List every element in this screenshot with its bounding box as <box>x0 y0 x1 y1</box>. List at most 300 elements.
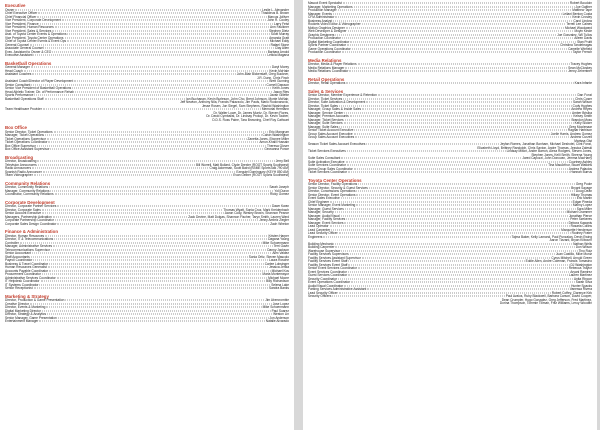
staff-name: Tracey Hughes <box>570 62 592 66</box>
staff-row <box>308 51 592 55</box>
staff-name: Cody Hughes <box>572 103 592 108</box>
staff-name: Amber Brisiba <box>571 110 592 115</box>
dot-leader <box>45 235 267 236</box>
staff-title: Entertainment Manager <box>5 319 39 323</box>
dot-leader <box>358 184 575 185</box>
dot-leader <box>53 216 187 217</box>
staff-title: Vice President, Toyota Center Operations <box>5 35 64 40</box>
staff-title: Graphic Designers <box>308 32 335 37</box>
staff-title: Assistant Coaches <box>5 72 32 76</box>
staff-name: Leslie L. Alexander <box>262 7 289 12</box>
staff-name: Joe Gaither <box>575 4 592 9</box>
staff-name: Stan Pruitt <box>577 39 592 44</box>
dot-leader <box>346 219 569 220</box>
dot-leader <box>57 223 269 224</box>
staff-title: Creative Director <box>5 301 29 306</box>
staff-title: Senior Consultant <box>5 82 31 87</box>
dot-leader <box>32 168 208 169</box>
staff-title: Team Healthcare Provider <box>5 107 42 111</box>
staff-name: Hunter Spacks <box>571 283 592 288</box>
staff-name: Ian Buchanan, Kevin Burleson, John Cho, Brent Johnson, Monte McNair, <box>186 96 289 101</box>
dot-leader <box>378 95 577 96</box>
staff-name: Craig Ackerman, Scott Baird (KBME SportsTalk 790 AM) <box>209 166 289 170</box>
staff-title: Box Office Supervisor <box>5 143 36 148</box>
staff-title: Head Coach <box>5 68 23 73</box>
staff-title: Vice President, Human Resources <box>5 25 54 29</box>
dot-leader <box>47 138 247 139</box>
staff-title: Suite Activation Executive <box>308 159 345 164</box>
dot-leader <box>31 67 271 68</box>
staff-title: Senior Account Executive <box>5 211 42 215</box>
staff-title: Season Ticket Sales Account Executives <box>308 142 366 146</box>
staff-name: Don Wilson <box>575 245 592 249</box>
dot-leader <box>49 270 271 271</box>
staff-name: Theresa Glover <box>267 143 289 148</box>
staff-name: Michael Woodward <box>564 25 592 30</box>
staff-title: Director, Retail Operations <box>308 81 346 85</box>
dot-leader <box>349 71 567 72</box>
dot-leader <box>348 271 569 272</box>
staff-title: Manager, Event Services <box>308 220 344 225</box>
staff-name: Bill Worrell, Matt Bullard, Clyde Drexler (ROOT Sports Southwest) <box>195 162 289 167</box>
section-heading-broadcasting: Broadcasting <box>5 154 34 160</box>
staff-title: Arena Group Sales Coordinator <box>308 166 353 171</box>
staff-name: Michael Kos <box>271 268 289 273</box>
staff-name: Mike Schoenmann <box>262 240 289 245</box>
staff-title: Director, Community Relations <box>5 185 49 189</box>
staff-title: Basketball Operations Staff <box>5 96 44 101</box>
staff-title: Senior Director, Security & Guest Services <box>308 185 368 190</box>
staff-title: Director, Corporate Sales <box>5 207 41 212</box>
staff-title: Ticket Services Executives <box>308 149 346 153</box>
staff-title: Rockets Video Editor & Videographer <box>308 22 361 26</box>
section-heading-box-office: Box Office <box>5 125 27 130</box>
dot-leader <box>39 321 264 322</box>
staff-title: Director, Events & Marketing <box>5 305 46 309</box>
staff-name: Kelsey Smith <box>573 114 592 118</box>
staff-name: Dawn Kwan <box>271 204 289 208</box>
staff-name: Peter Szekeres <box>570 217 592 221</box>
staff-name: Camelle Winfield <box>568 46 592 51</box>
staff-name: Bryant Savage <box>571 185 592 190</box>
staff-title: Audio/Visual Coordinator <box>308 283 344 288</box>
staff-name: Dr. David Cymbalist, Dr. Lindsay Prokop, Dr. Kevin Tauber, <box>206 114 289 118</box>
staff-title: Manager, Facility Services <box>308 217 346 221</box>
dot-leader <box>31 84 265 85</box>
staff-title: Guest Services Coordinator <box>308 273 348 277</box>
staff-title: Chief Engineer <box>308 199 330 204</box>
dot-leader <box>362 257 551 258</box>
dot-leader <box>354 6 575 7</box>
dot-leader <box>347 151 506 152</box>
staff-title: Director, IT & Telecommunications <box>5 237 54 241</box>
staff-title: Payroll Coordinator <box>5 258 33 262</box>
staff-name: Ezequiel Dominguez (KEYH 850 AM) <box>236 169 289 174</box>
staff-title: Facility Services Assistant Supervisor <box>308 255 361 260</box>
dot-leader <box>346 83 573 84</box>
staff-title: Procurement Coordinator <box>5 272 41 276</box>
directory-page-left <box>0 0 294 430</box>
staff-title: Exec. Assistant to Owner & CEO <box>5 49 52 54</box>
dot-leader <box>323 236 510 237</box>
staff-title: Director, Strategy & Analytics <box>5 312 47 316</box>
staff-row <box>5 223 289 227</box>
dot-leader <box>74 81 268 82</box>
dot-leader <box>42 213 224 214</box>
staff-title: Head Athletic Trainer, Dir. of Performance Rehab <box>5 89 74 94</box>
staff-name: Weston Lin <box>273 312 289 316</box>
staff-title: Television Announcers <box>5 162 37 167</box>
dot-leader <box>348 172 570 173</box>
dot-leader <box>335 17 571 18</box>
staff-title: Vice President, Corporate Development <box>5 18 62 22</box>
dot-leader <box>350 116 573 117</box>
staff-title: Facility Services Supervisors <box>308 252 349 256</box>
dot-leader <box>344 222 567 223</box>
staff-title: Building Carpenter <box>308 245 335 249</box>
staff-name: Doug Dean <box>575 189 592 193</box>
staff-name: Zanetta Jones, Ebonee Miller <box>247 136 289 141</box>
dot-leader <box>55 194 270 195</box>
staff-row <box>5 54 289 58</box>
staff-title: Event Operations Coordinator <box>308 280 351 284</box>
staff-name: Jenny Ambriz Ziegler <box>259 218 289 222</box>
staff-title: Parking Services Administrative Assistant <box>308 287 367 291</box>
dot-leader <box>345 208 576 209</box>
dot-leader <box>332 296 504 297</box>
dot-leader <box>367 289 568 290</box>
staff-title: Lead Security Officer <box>308 231 338 235</box>
staff-title: Director, Ticket Services <box>308 96 343 101</box>
staff-title: Director, Production & Game Presentation <box>5 298 65 302</box>
staff-title: Building Mechanic <box>308 241 334 246</box>
staff-name: Sara Miller <box>576 206 592 211</box>
staff-name: Anita Rincon <box>573 276 592 281</box>
staff-name: Jessica Jenka <box>268 265 289 269</box>
staff-name: Sarah Joseph <box>269 185 289 189</box>
staff-title: Director, Concessions Operations <box>308 189 356 193</box>
staff-row <box>308 82 592 86</box>
staff-name: Daryl Morey <box>271 65 289 69</box>
dot-leader <box>333 13 562 14</box>
staff-name: Maria Montemayor <box>262 272 289 276</box>
staff-row <box>5 193 289 197</box>
dot-leader <box>366 144 499 145</box>
dot-leader <box>50 149 263 150</box>
section-heading-corporate-development: Corporate Development <box>5 199 55 205</box>
staff-name: Terrell Lee Caines <box>566 22 592 26</box>
staff-name: Jesse Rosen, Jon Siegel, Sam Stephens, Rashid Washington <box>201 103 289 108</box>
dot-leader <box>341 215 568 216</box>
staff-name: Amanda Gratt <box>269 35 289 40</box>
staff-title: Ticket Services Coordinator <box>308 170 348 174</box>
staff-name: Elizabeth Lloyd, Brittney Randolph, Chris Saxton, Andre Thomas, Jessica Zaleski <box>477 145 592 150</box>
staff-title: Executive Assistant <box>5 53 33 57</box>
staff-name: Rafael Stone <box>270 42 289 47</box>
dot-leader <box>42 209 223 210</box>
staff-name: Sonia Ortiz, Steven Mascolo <box>248 254 289 259</box>
staff-title: Director, Suite Activation & Development <box>308 100 366 104</box>
section-heading-sales-services: Sales & Services <box>308 88 344 94</box>
dot-leader <box>358 268 568 269</box>
dot-leader <box>330 226 570 227</box>
staff-title: Digital Marketing Director <box>5 308 41 313</box>
staff-title: Senior Manager, Event Marketing <box>308 203 356 207</box>
staff-name: Kristen Harper <box>268 233 289 238</box>
staff-title: Senior Ticket Account Executive <box>308 128 354 132</box>
staff-name: Memorial Hermann <box>261 107 289 111</box>
dot-leader <box>45 98 185 99</box>
dot-leader <box>49 187 268 188</box>
staff-name: Thomas Wyatt, Sonia Cruz, Mark Kreidenbach <box>223 207 289 212</box>
dot-leader <box>41 281 266 282</box>
dot-leader <box>343 98 574 99</box>
staff-name: Sarah Wilson <box>573 100 592 104</box>
staff-name: Jonathan Pierce <box>568 213 592 218</box>
staff-name: Cyrus Mitchell, Arnold Green <box>551 255 592 260</box>
dot-leader <box>24 70 269 71</box>
dot-leader <box>339 126 568 127</box>
staff-name: Juan Castillo, Mike Muniz <box>555 252 592 256</box>
staff-title: Suite Services Coordinator <box>308 163 346 167</box>
section-heading-community-relations: Community Relations <box>5 180 51 186</box>
staff-title: Telecommunications Supervisor <box>5 247 50 252</box>
staff-title: Warehouse Supervisor <box>308 248 341 253</box>
staff-name: Zack Devine, Matt Dolgas, Shannon Fischer, Taryn Smith, Lauren Ward <box>188 214 289 219</box>
dot-leader <box>49 263 264 264</box>
dot-leader <box>54 239 267 240</box>
staff-title: Spanish Radio Announcer <box>5 169 42 174</box>
dot-leader <box>75 91 272 92</box>
staff-name: Ann Faulkner <box>270 25 289 29</box>
staff-name: Laura Rosche <box>269 258 289 262</box>
dot-leader <box>32 253 272 254</box>
dot-leader <box>347 45 559 46</box>
staff-title: Manager, Ticket Operations <box>5 133 44 137</box>
dot-leader <box>65 300 264 301</box>
staff-title: Production Coordinator <box>308 50 341 54</box>
staff-name: Greg Poole <box>575 182 592 186</box>
dot-leader <box>65 37 269 38</box>
staff-name: John R. Cooley <box>267 18 289 22</box>
dot-leader <box>57 206 271 207</box>
section-heading-toyota-center-operations: Toyota Center Operations <box>308 177 362 183</box>
staff-title: Director, Human Resources <box>5 233 45 238</box>
staff-title: Accounts Payable Coordinator <box>5 268 49 273</box>
dot-leader <box>45 135 262 136</box>
staff-name: Moyin Kinde <box>574 29 592 33</box>
staff-title: Chief Financial Officer <box>5 14 37 19</box>
staff-title: Senior Director, Facility Operations <box>308 182 358 186</box>
dot-leader <box>33 260 268 261</box>
staff-title: Senior Vice President of Basketball Operations <box>5 86 72 90</box>
staff-row <box>5 287 289 291</box>
staff-name: Marquette Henderson <box>561 227 592 232</box>
staff-row <box>308 171 592 175</box>
dot-leader <box>351 282 575 283</box>
section-heading-finance-administration: Finance & Administration <box>5 229 59 234</box>
staff-title: Staff Accountants <box>5 254 30 259</box>
staff-title: Associate General Counsel <box>5 46 44 50</box>
staff-title: Assistant Coach/Director of Player Development <box>5 79 74 83</box>
staff-name: Thaddeus B. Brown <box>261 11 289 15</box>
staff-name: Danny Jackson <box>267 247 289 252</box>
staff-name: Jim Abercrombie <box>265 298 289 302</box>
staff-name: Dr. Walter Lowe, Dr. James Muntz, Dr. Steven Flores, <box>213 110 289 115</box>
staff-title: General Manager <box>5 65 30 69</box>
dot-leader <box>345 119 571 120</box>
staff-name: Clay Allen <box>274 46 289 50</box>
staff-title: Senior Director, Member Experience & Retention <box>308 93 377 97</box>
staff-row <box>5 320 289 324</box>
staff-name: Joe Gonzalez, Wil Tullos <box>557 32 592 37</box>
staff-title: Corporate Sales Design Coordinator <box>5 221 57 226</box>
dot-leader <box>346 161 568 162</box>
staff-name: Sandra Banks <box>268 286 289 290</box>
staff-name: Larry Feist <box>273 21 289 26</box>
staff-title: Manager, Group Sales & Inside Sales <box>308 107 362 111</box>
staff-name: Billy Richardson <box>266 279 289 283</box>
dot-leader <box>341 158 521 159</box>
dot-leader <box>42 274 262 275</box>
staff-name: Ricky Gomez <box>270 192 289 196</box>
staff-name: Leilani Benton Costa <box>562 11 592 16</box>
staff-name: John-Blair Bickerstaff, Greg Buckner, <box>236 72 289 76</box>
staff-name: Matthew Tape <box>572 8 592 12</box>
staff-name: Terri Gavin <box>273 244 289 248</box>
staff-name: Edgar Pineda <box>572 199 592 204</box>
staff-title: Manager, Service Center <box>308 110 344 115</box>
staff-name: Leticia Magana <box>267 53 289 57</box>
staff-title: Manager, Events <box>308 11 332 16</box>
dot-leader <box>72 88 271 89</box>
staff-name: Cornell Dawson <box>266 82 289 87</box>
staff-name: Natalie Alvarado <box>265 319 289 323</box>
dot-leader <box>55 27 269 28</box>
dot-leader <box>343 3 569 4</box>
staff-name: Christina Tandebragas <box>560 43 592 47</box>
staff-name: Brett Gunning <box>269 79 289 83</box>
staff-name: Courtney Ashley <box>568 159 592 164</box>
dot-leader <box>38 164 195 165</box>
dot-leader <box>356 194 569 195</box>
staff-row <box>5 148 289 152</box>
staff-name: J.R. Dunn, Chris Finch <box>256 75 289 80</box>
section-heading-basketball-operations: Basketball Operations <box>5 60 52 66</box>
dot-leader <box>335 243 572 244</box>
staff-title: Box Office Assistant Supervisor <box>5 147 50 151</box>
staff-name: Jose Lopez <box>272 301 289 306</box>
dot-leader <box>354 133 550 134</box>
staff-name: Aileen Davis <box>574 36 592 40</box>
staff-name: Rodney Frater <box>571 231 592 235</box>
section-heading-executive: Executive <box>5 3 26 8</box>
dot-leader <box>33 55 266 56</box>
dot-leader <box>15 9 261 10</box>
dot-leader <box>356 191 574 192</box>
staff-title: Suite Sales Consultant <box>308 156 341 160</box>
staff-title: Manager, Security <box>308 210 334 214</box>
staff-row <box>308 70 592 74</box>
staff-name: Nathan Wells <box>573 241 592 246</box>
staff-name: Geovanna Ponce <box>264 147 289 151</box>
section-heading-retail-operations: Retail Operations <box>308 76 345 82</box>
staff-title: Facility Services Event Staff <box>308 262 348 267</box>
dot-leader <box>348 275 568 276</box>
dot-leader <box>67 41 269 42</box>
staff-name: Zach Whelon <box>270 221 289 226</box>
dot-leader <box>48 267 268 268</box>
staff-title: Sports Partner Coordinator <box>308 43 347 47</box>
staff-name: Kelly Slicker <box>574 121 592 125</box>
dot-leader <box>54 131 269 132</box>
dot-leader <box>52 51 266 52</box>
staff-title: Radio Announcers <box>5 166 32 170</box>
staff-title: Manager, Administrative Services <box>5 244 53 248</box>
staff-title: Manager, Ticket Services <box>308 117 344 122</box>
dot-leader <box>344 123 574 124</box>
staff-title: Corporate Partnership Coordinator <box>5 218 54 222</box>
staff-name: Hannah Burrus <box>570 170 592 174</box>
staff-name: Eric Mangrum <box>269 129 289 134</box>
staff-title: IT Systems Coordinator <box>5 282 39 287</box>
dot-leader <box>342 52 572 53</box>
staff-name: Javair Gillette <box>269 93 289 97</box>
staff-title: Senior Manager, Game Presentation <box>5 315 57 320</box>
staff-name: Taylor French <box>572 50 592 54</box>
staff-name: Brandon Moss <box>571 117 592 122</box>
staff-title: Managers, Partnership Activation <box>5 214 52 219</box>
staff-name: Michael Moore <box>268 275 289 280</box>
staff-name: Yoli Duron <box>274 188 289 193</box>
dot-leader <box>38 13 260 14</box>
dot-leader <box>350 254 555 255</box>
staff-title: Manager, Marketing Operations <box>308 4 353 9</box>
dot-leader <box>43 109 261 110</box>
dot-leader <box>342 38 574 39</box>
staff-title: Coordinator, Community Relations <box>5 192 54 196</box>
staff-name: Barbara Arnold <box>267 49 289 54</box>
staff-title: Event Services Coordinator <box>308 269 347 274</box>
staff-name: Dagana Young <box>268 237 289 241</box>
dot-leader <box>333 20 572 21</box>
staff-name: Calvin Washington <box>262 133 289 137</box>
staff-title: Chief of Toyota Center Events & Event Ops <box>5 39 67 43</box>
dot-leader <box>350 41 576 42</box>
dot-leader <box>42 310 271 311</box>
dot-leader <box>345 67 567 68</box>
staff-name: Rebecca Traylor <box>568 266 592 270</box>
dot-leader <box>358 64 570 65</box>
staff-title: Director, Media & Player Relations <box>308 62 357 66</box>
staff-name: Kara Infante <box>574 81 592 85</box>
staff-title: General Counsel <box>5 42 29 47</box>
dot-leader <box>32 74 235 75</box>
staff-name: Ragnar Harbison <box>567 128 592 132</box>
dot-leader <box>346 27 564 28</box>
dot-leader <box>341 250 577 251</box>
staff-name: Vanessa Rivera <box>569 287 592 291</box>
staff-name: Michael Eddy <box>269 39 289 43</box>
dot-leader <box>57 277 267 278</box>
staff-name: DJ Washington <box>570 262 592 267</box>
dot-leader <box>344 112 571 113</box>
dot-leader <box>331 229 560 230</box>
dot-leader <box>58 317 269 318</box>
dot-leader <box>348 261 524 262</box>
staff-title: Senior Director, Event Operations <box>308 192 356 197</box>
staff-title: Manager, Premium Accounts <box>308 114 349 118</box>
